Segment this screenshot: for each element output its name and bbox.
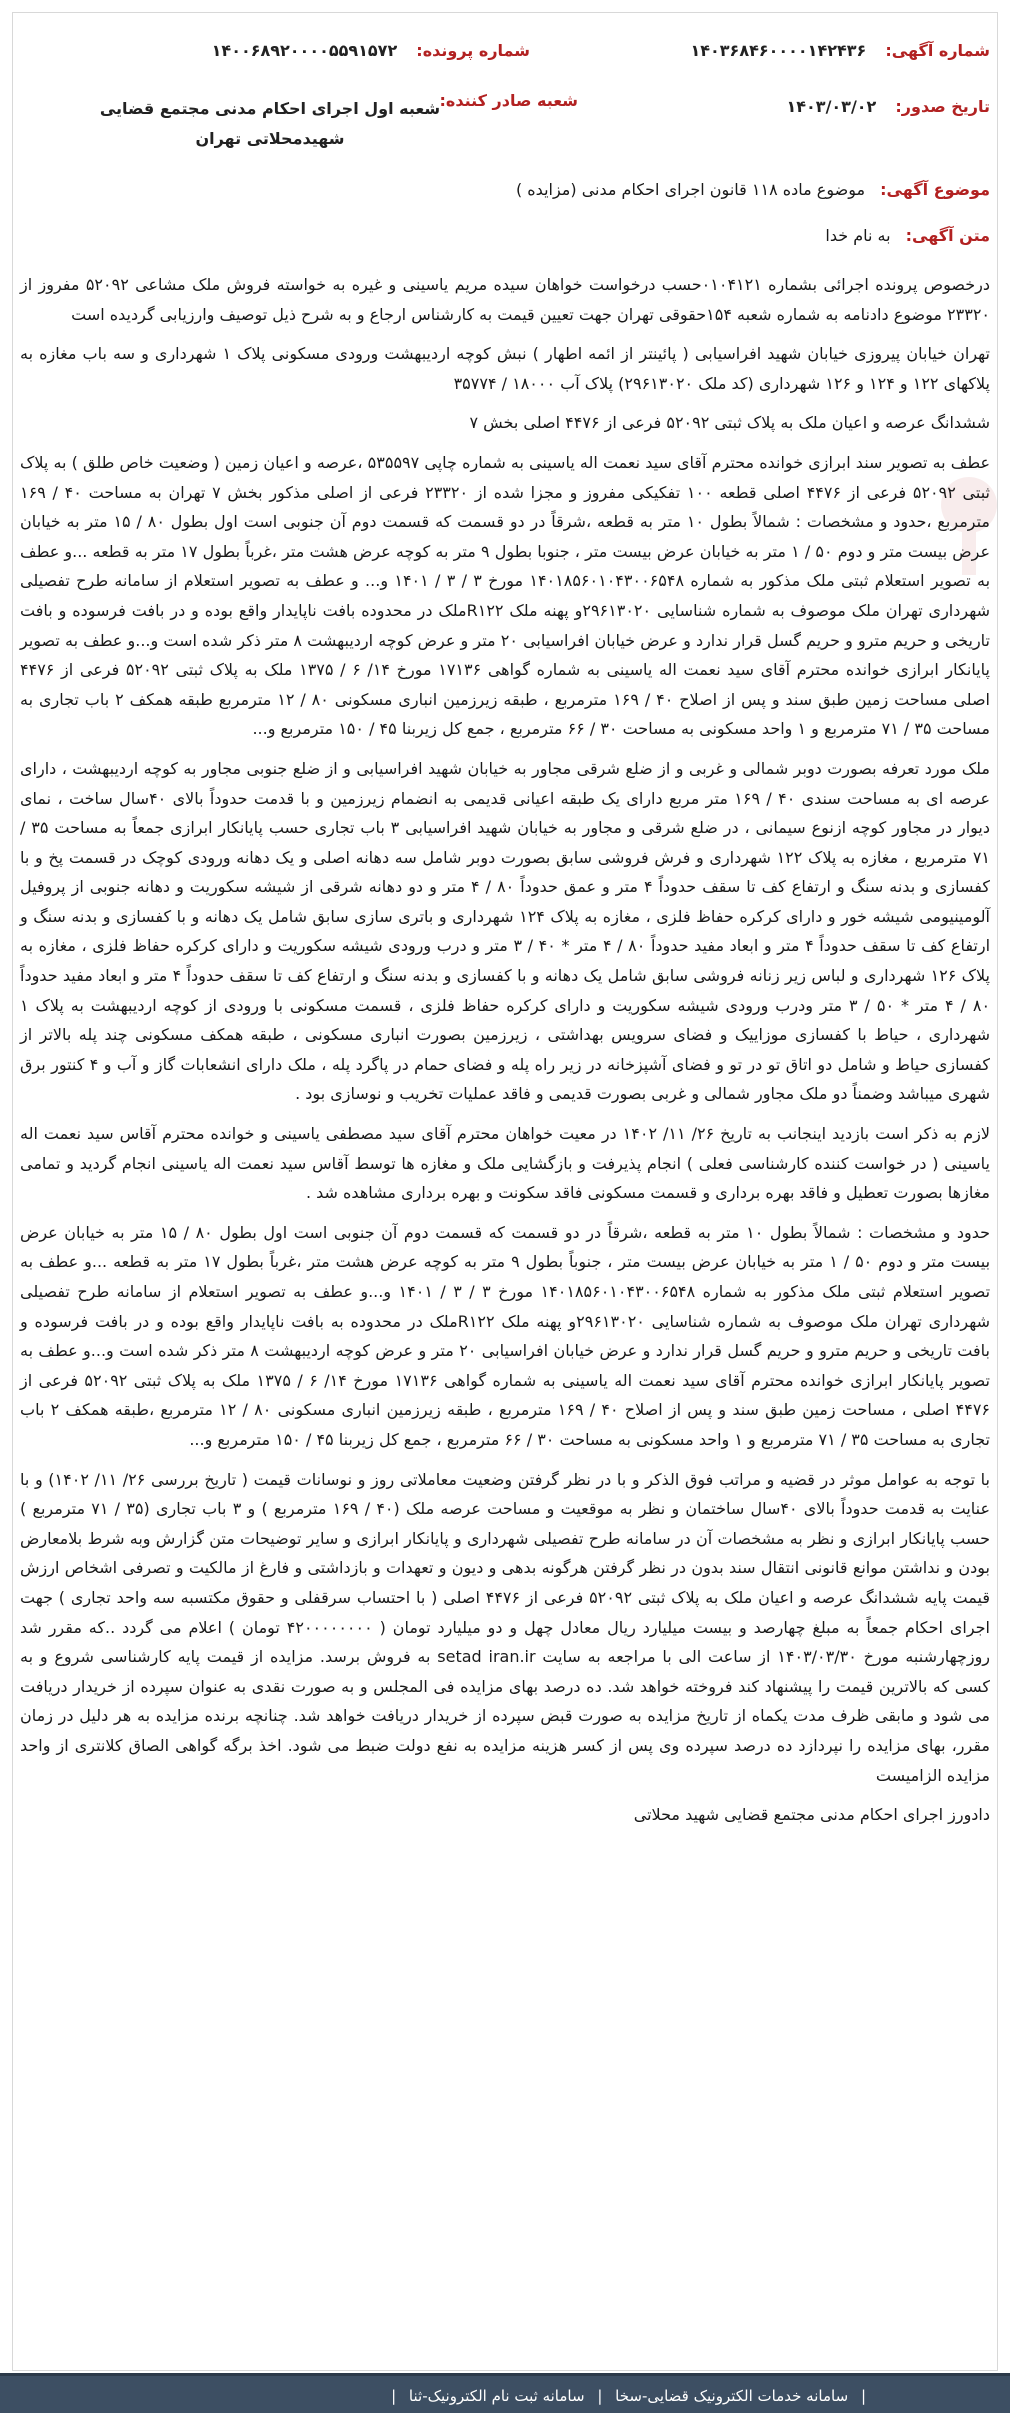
- case-number-row: [212, 38, 530, 64]
- issuer-value: شعبه اول اجرای احکام مدنی مجتمع قضایی شهیدمحلاتی تهران: [99, 99, 441, 148]
- subject-row: [516, 180, 990, 199]
- paragraph-plot: ششدانگ عرصه و اعیان ملک به پلاک ثبتی ۵۲۰۹۲ فرعی از ۴۴۷۶ اصلی بخش ۷: [469, 413, 990, 433]
- paragraph-intro: درخصوص پرونده اجرائی بشماره ۰۱۰۴۱۲۱حسب درخواست خواهان سیده مریم یاسینی و غیره به خواسته فروش ملک مشاعی ۵۲۰۹۲ مفروز از ۲۳۳۲۰ موضوع دادنامه به شماره شعبه ۱۵۴حقوقی تهران جهت تعیین قیمت به کارشناس ارجاع و به شرح ذیل توصیف وارزیابی گردیده است: [20, 275, 991, 324]
- footer-link-sana[interactable]: سامانه ثبت نام الکترونیک-ثنا: [408, 2387, 585, 2405]
- case-number-label: شماره پرونده:: [416, 41, 530, 60]
- ad-number-row: [690, 38, 990, 64]
- subject-value: موضوع ماده ۱۱۸ قانون اجرای احکام مدنی (مزایده ): [515, 180, 866, 199]
- paragraph-address: تهران خیابان پیروزی خیابان شهید افراسیابی ( پائینتر از ائمه اطهار ) نبش کوچه اردیبهشت ورودی مسکونی پلاک ۱ شهرداری و سه باب مغازه به پلاکهای ۱۲۲ و ۱۲۴ و ۱۲۶ شهرداری (کد ملک ۲۹۶۱۳۰۲۰) پلاک آب ۱۸۰۰۰ / ۳۵۷۷۴: [20, 344, 990, 393]
- footer-bar: [0, 2373, 1010, 2413]
- notice-body: [20, 270, 990, 1840]
- issue-date-row: [787, 94, 991, 120]
- ad-number-label: شماره آگهی:: [885, 41, 990, 60]
- footer-link-sakha[interactable]: سامانه خدمات الکترونیک قضایی-سخا: [615, 2387, 849, 2405]
- issue-date-value: ۱۴۰۳/۰۳/۰۲: [786, 97, 877, 116]
- subject-label: موضوع آگهی:: [880, 180, 990, 199]
- paragraph-valuation: با توجه به عوامل موثر در قضیه و مراتب فوق الذکر و با در نظر گرفتن وضعیت معاملاتی روز و نوسانات قیمت ( تاریخ بررسی ۲۶/ ۱۱/ ۱۴۰۲) و با عنایت به قدمت حدوداً بالای ۴۰سال ساختمان و نظر به موقعیت و مساحت عرصه ملک (۴۰ / ۱۶۹ مترمربع ) و ۳ باب تجاری (۳۵ / ۷۱ مترمربع ) حسب پایانکار ابرازی و نظر به مشخصات آن در سامانه طرح تفصیلی شهرداری و پایانکار ابرازی و سایر توضیحات متن گزارش وبه شرط بلامعارض بودن و نداشتن موانع قانونی انتقال سند بدون در نظر گرفتن هرگونه بدهی و دیون و تعهدات و بازداشتی و فارغ از مالکیت و تصرفی اشخاص ارزش قیمت پایه ششدانگ عرصه و اعیان ملک به پلاک ثبتی ۵۲۰۹۲ فرعی از ۴۴۷۶ اصلی ( با احتساب سرقفلی و حقوق مکتسبه سه واحد تجاری ) جهت اجرای احکام جمعاً به مبلغ چهارصد و بیست میلیارد ریال معادل چهل و دو میلیارد تومان ( ۴۲۰۰۰۰۰۰۰۰ تومان ) اعلام می گردد ..که مقرر شد روزچهارشنبه مورخ ۱۴۰۳/۰۳/۳۰ از ساعت الی با مراجعه به سایت setad iran.ir به فروش برسد. مزایده از قیمت پایه کارشناسی شروع و به کسی که بالاترین قیمت را پیشنهاد کند فروخته خواهد شد. ده درصد بهای مزایده فی المجلس و به صورت نقدی به عنوان سپرده از خریدار دریافت می شود و مابقی ظرف مدت یکماه از تاریخ مزایده به صورت قبض سپرده از خریدار دریافت خواهد شد. چنانچه برنده مزایده به هر دلیل در زمان مقرر، بهای مزایده را نپردازد ده درصد سپرده وی پس از کسر هزینه مزایده به نفع دولت ضبط می شود. اخذ برگه گواهی الصاق کلانتری از واحد مزایده الزامیست: [20, 1469, 991, 1785]
- signature: دادورز اجرای احکام مدنی مجتمع قضایی شهید محلاتی: [633, 1805, 990, 1825]
- paragraph-boundaries: حدود و مشخصات : شمالاً بطول ۱۰ متر به قطعه ،شرقاً در دو قسمت که قسمت دوم آن جنوبی است اول بطول ۸۰ / ۱۵ متر به خیابان عرض بیست متر و دوم ۵۰ / ۱ متر به خیابان عرض بیست متر ، جنوباً بطول ۹ متر به کوچه عرض هشت متر ،غرباً بطول ۱۷ متر به قطعه ...و عطف به تصویر استعلام ثبتی ملک مذکور به شماره ۱۴۰۱۸۵۶۰۱۰۴۳۰۰۶۵۴۸ مورخ ۳ / ۳ / ۱۴۰۱ و...و عطف به تصویر استعلام از سامانه طرح تفصیلی شهرداری تهران ملک موصوف به شماره شناسایی ۲۹۶۱۳۰۲۰و پهنه ملک R۱۲۲ملک در محدوده به بافت ناپایدار واقع بوده و در بافت فرسوده و بافت تاریخی و حریم مترو و حریم گسل قرار ندارد و عرض خیابان افراسیابی ۲۰ متر و عرض کوچه اردیبهشت ۸ متر ذکر شده است و...و عطف به تصویر پایانکار ابرازی خوانده محترم آقای سید نعمت اله یاسینی به شماره گواهی ۱۷۱۳۶ مورخ ۱۴/ ۶ / ۱۳۷۵ ملک به پلاک ثبتی ۵۲۰۹۲ فرعی از ۴۴۷۶ اصلی ، مساحت زمین طبق سند و پس از اصلاح ۴۰ / ۱۶۹ مترمربع ، طبقه زیرزمین انباری مسکونی ۸۰ / ۱۲ مترمربع ،طبقه همکف ۲ باب تجاری به مساحت ۳۵ / ۷۱ مترمربع و ۱ واحد مسکونی به مساحت ۳۰ / ۶۶ مترمربع ، جمع کل زیربنا ۴۵ / ۱۵۰ مترمربع و...: [20, 1222, 991, 1449]
- footer-separator: |: [597, 2387, 603, 2405]
- case-number-value: ۱۴۰۰۶۸۹۲۰۰۰۰۵۵۹۱۵۷۲: [211, 41, 398, 60]
- paragraph-deed: عطف به تصویر سند ابرازی خوانده محترم آقای سید نعمت اله یاسینی به شماره چاپی ۵۳۵۵۹۷ ،عرصه و اعیان زمین ( وضعیت خاص طلق ) به پلاک ثبتی ۵۲۰۹۲ فرعی از ۴۴۷۶ اصلی قطعه ۱۰۰ تفکیکی مفروز و مجزا شده از ۲۳۳۲۰ فرعی از اصلی مذکور بخش ۷ تهران به مساحت ۴۰ / ۱۶۹ مترمربع ،حدود و مشخصات : شمالاً بطول ۱۰ متر به قطعه ،شرقاً در دو قسمت که قسمت دوم آن جنوبی است اول بطول ۸۰ / ۱۵ متر به خیابان عرض بیست متر و دوم ۵۰ / ۱ متر به خیابان عرض بیست متر ، جنوبا بطول ۹ متر به کوچه عرض هشت متر ،غرباً بطول ۱۷ متر به قطعه ...و عطف به تصویر استعلام ثبتی ملک مذکور به شماره ۱۴۰۱۸۵۶۰۱۰۴۳۰۰۶۵۴۸ مورخ ۳ / ۳ / ۱۴۰۱ و... و عطف به تصویر استعلام از سامانه طرح تفصیلی شهرداری تهران ملک موصوف به شماره شناسایی ۲۹۶۱۳۰۲۰و پهنه ملک R۱۲۲ملک در محدوده بافت ناپایدار واقع بوده و در بافت فرسوده و بافت تاریخی و حریم مترو و حریم گسل قرار ندارد و عرض خیابان افراسیابی ۲۰ متر و عرض کوچه اردیبهشت ۸ متر ذکر شده است و...و عطف به تصویر پایانکار ابرازی خوانده محترم آقای سید نعمت اله یاسینی به شماره گواهی ۱۷۱۳۶ مورخ ۱۴/ ۶ / ۱۳۷۵ ملک به پلاک ثبتی ۵۲۰۹۲ فرعی از ۴۴۷۶ اصلی مساحت زمین طبق سند و پس از اصلاح ۴۰ / ۱۶۹ مترمربع ، طبقه زیرزمین انباری مسکونی ۸۰ / ۱۲ مترمربع طبقه همکف ۲ باب تجاری به مساحت ۳۵ / ۷۱ مترمربع و ۱ واحد مسکونی به مساحت ۳۰ / ۶۶ مترمربع ، جمع کل زیربنا ۴۵ / ۱۵۰ مترمربع و...: [20, 452, 991, 739]
- paragraph-visit: لازم به ذکر است بازدید اینجانب به تاریخ ۲۶/ ۱۱/ ۱۴۰۲ در معیت خواهان محترم آقای سید مصطفی یاسینی و خوانده محترم آقاس سید نعمت اله یاسینی ( در خواست کننده کارشناسی فعلی ) انجام پذیرفت و بازگشایی ملک و مغازه ها توسط آقاس سید نعمت اله یاسینی انجام گردید و تمامی مغازها بصورت تعطیل و فاقد بهره برداری و قسمت مسکونی فاقد سکونت و بهره برداری مشاهده شد .: [20, 1124, 990, 1203]
- footer-separator: |: [391, 2387, 397, 2405]
- greeting: به نام خدا: [825, 226, 891, 245]
- ad-number-value: ۱۴۰۳۶۸۴۶۰۰۰۰۱۴۲۴۳۶: [690, 41, 867, 60]
- text-label-row: [825, 226, 990, 245]
- text-label: متن آگهی:: [905, 226, 990, 245]
- paragraph-description: ملک مورد تعرفه بصورت دوبر شمالی و غربی و از ضلع شرقی مجاور به خیابان شهید افراسیابی و از ضلع جنوبی مجاور به کوچه اردیبهشت ، دارای عرصه ای به مساحت سندی ۴۰ / ۱۶۹ متر مربع دارای یک طبقه اعیانی قدیمی به انضمام زیرزمین و با قدمت حدوداً بالای ۴۰سال ساخت ، نمای دیوار در مجاور کوچه ازنوع سیمانی ، در ضلع شرقی و مجاور به خیابان شهید افراسیابی ۳ باب تجاری حسب پایانکار ابرازی جمعاً به مساحت ۳۵ / ۷۱ مترمربع ، مغازه به پلاک ۱۲۲ شهرداری و فرش فروشی سابق بصورت دوبر شامل سه دهانه اصلی و یک دهانه ورودی کوچک در قسمت پخ و با کفسازی و بدنه سنگ و ارتفاع کف تا سقف حدوداً ۴ متر و عمق حدوداً ۸۰ / ۴ متر و دو دهانه شرقی از شیشه سکوریت و دهانه جنوبی از پروفیل آلومینیومی شیشه خور و دارای کرکره حفاظ فلزی ، مغازه به پلاک ۱۲۴ شهرداری و باتری سازی سابق شامل یک دهانه و با کفسازی و بدنه سنگ و ارتفاع کف تا سقف حدوداً ۴ متر و ابعاد مفید حدوداً ۸۰ / ۴ متر * ۴۰ / ۳ متر و درب ورودی شیشه سکوریت و دارای کرکره حفاظ فلزی ، مغازه به پلاک ۱۲۶ شهرداری و لباس زیر زنانه فروشی سابق شامل یک دهانه و با کفسازی و بدنه سنگ و ارتفاع کف تا سقف حدوداً ۴ متر و ابعاد مفید حدوداً ۸۰ / ۴ متر * ۵۰ / ۳ متر ودرب ورودی شیشه سکوریت و دارای کرکره حفاظ فلزی ، قسمت مسکونی با ورودی از کوچه اردیبهشت به پلاک ۱ شهرداری ، حیاط با کفسازی موزاییک و فضای سرویس بهداشتی ، زیرزمین بصورت انباری مسکونی ، طبقه همکف مسکونی چند پله بالاتر از کفسازی حیاط و شامل دو اتاق تو در تو و فضای آشپزخانه در زیر راه پله و فضای حمام در پاگرد پله ، ملک دارای انشعابات گاز و آب و ۴ کنتور برق شهری میباشد وضمناً دو ملک مجاور شمالی و غربی بصورت قدیمی و فاقد عملیات تخریب و نوسازی بود .: [20, 758, 991, 1104]
- issue-date-label: تاریخ صدور:: [895, 97, 990, 116]
- footer-separator: |: [860, 2387, 866, 2405]
- issuer-label: شعبه صادر کننده:: [439, 91, 578, 110]
